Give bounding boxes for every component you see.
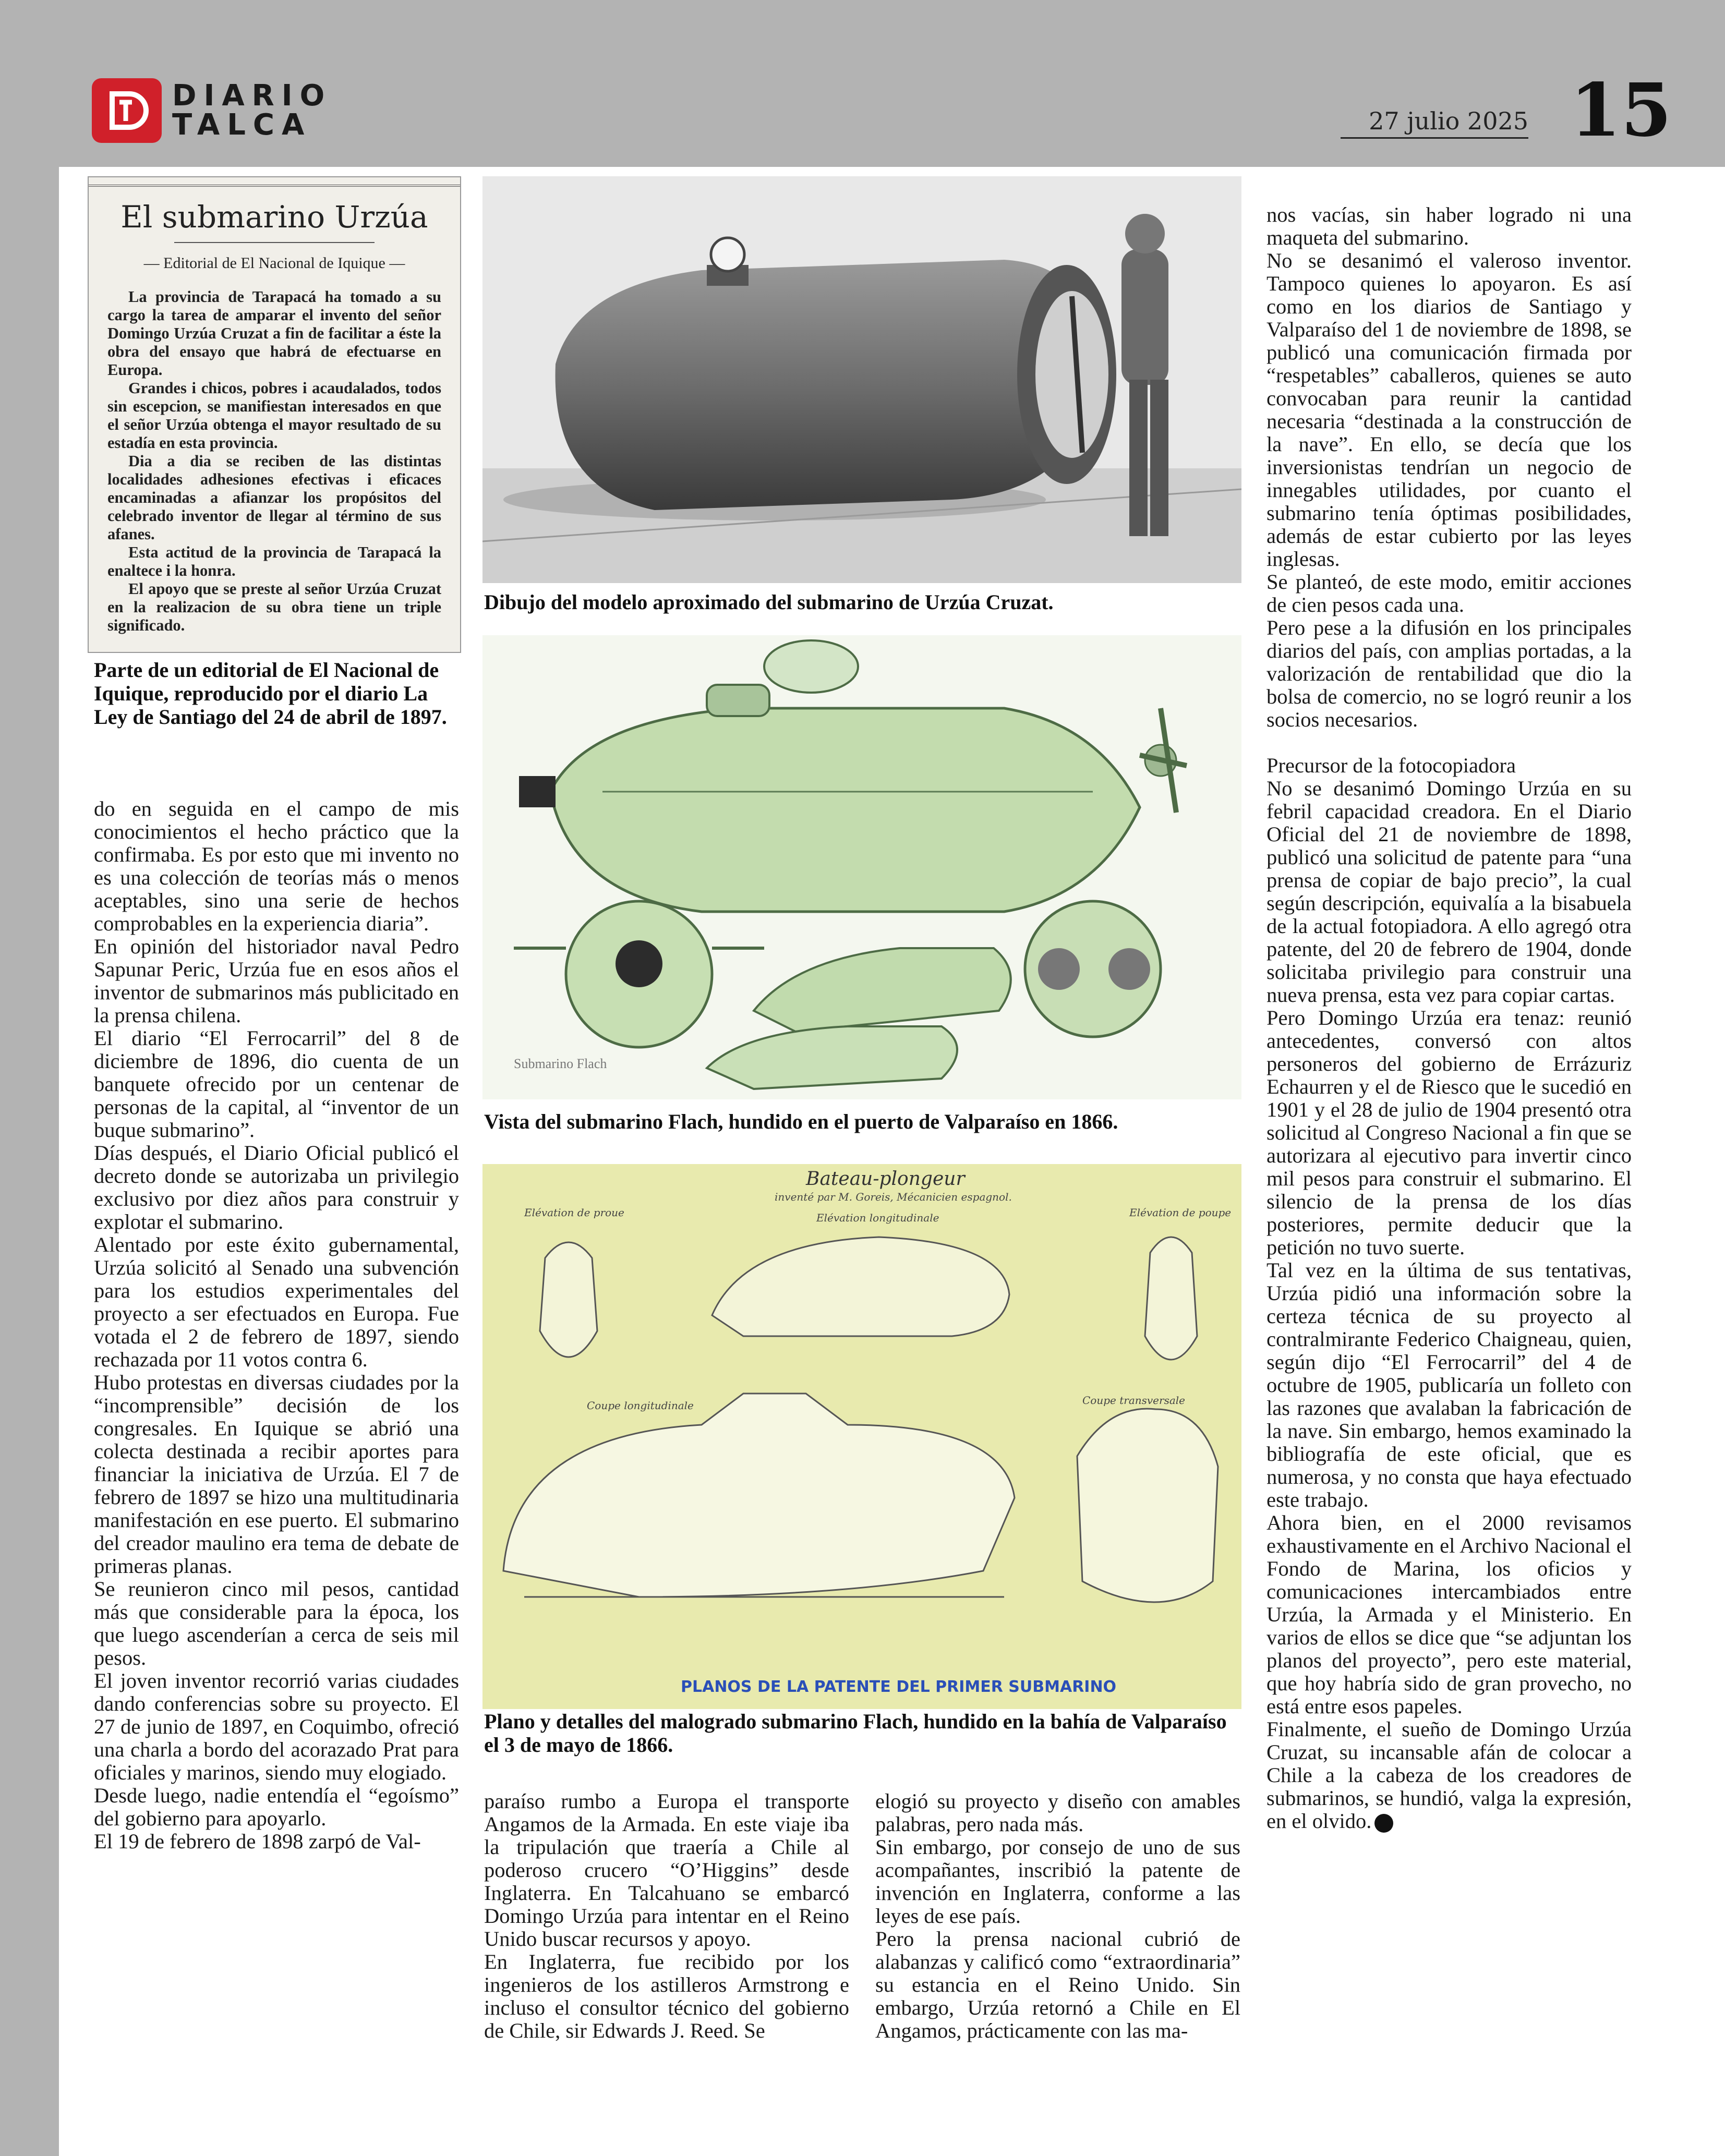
article-paragraph: Sin embargo, por consejo de uno de sus acompañantes, inscribió la patente de invención en Inglaterra, conforme a las leyes de ese país. — [875, 1835, 1240, 1928]
article-paragraph: El 19 de febrero de 1898 zarpó de Val- — [94, 1830, 421, 1853]
clipping-body — [107, 288, 441, 635]
clipping-caption: Parte de un editorial de El Nacional de Iquique, reproducido por el diario La Ley de Santiago del 24 de abril de 1897. — [94, 658, 447, 729]
clipping-subtitle: — Editorial de El Nacional de Iquique — — [143, 255, 405, 272]
end-of-article-icon — [1374, 1814, 1393, 1833]
article-paragraph: Desde luego, nadie entendía el “egoísmo” del gobierno para apoyarlo. — [94, 1784, 459, 1830]
submarine-sketch-image — [482, 176, 1241, 583]
article-paragraph: No se desanimó el valeroso inventor. Tampoco quienes lo apoyaron. Es así como en los diarios de Santiago y Valparaíso del 1 de noviembre de 1898, se publicó una comunicación firmada por “respetables” caballeros, quienes se auto convocaban para reunir la cantidad necesaria “destinada a la construcción de la nave”. En ello, se decía que los inversionistas tendrían un negocio de innegables utilidades, por cuanto el submarino tenía óptimas posibilidades, además de estar cubierto por las leyes inglesas. — [1266, 249, 1632, 571]
plans-banner: PLANOS DE LA PATENTE DEL PRIMER SUBMARINO — [681, 1678, 1117, 1696]
article-paragraph: Pero pese a la difusión en los principales diarios del país, con amplias portadas, a la valorización de rentabilidad que dio la bolsa de comercio, no se logró reunir a los socios necesarios. — [1266, 616, 1632, 731]
article-paragraph: elogió su proyecto y diseño con amables palabras, pero nada más. — [875, 1789, 1240, 1836]
figure-3-caption: Plano y detalles del malogrado submarino Flach, hundido en la bahía de Valparaíso el 3 de mayo de 1866. — [484, 1710, 1227, 1757]
article-column-3 — [875, 1790, 1240, 2042]
article-paragraph: Se reunieron cinco mil pesos, cantidad más que considerable para la época, los que luego ascenderían a cerca de seis mil pesos. — [94, 1577, 459, 1669]
flach-submarine-views-image — [482, 635, 1241, 1099]
plans-title: Bateau-plongeur — [806, 1168, 965, 1190]
article-paragraph: Alentado por este éxito gubernamental, Urzúa solicitó al Senado una subvención para los estudios experimentales del proyecto a ser efectuados en Europa. Fue votada el 2 de febrero de 1897, siendo rechazada por 11 votos contra 6. — [94, 1233, 459, 1371]
article-paragraph: No se desanimó Domingo Urzúa en su febril capacidad creadora. En el Diario Oficial del 21 de noviembre de 1898, publicó una solicitud de patente para “una prensa de copiar de bajo precio”, la cual según descripción, equivalía a la bisabuela de la actual fotopiadora. A ello agregó otra patente, del 20 de febrero de 1904, donde solicitaba privilegio para construir una nueva prensa, esta vez para copiar cartas. — [1266, 777, 1632, 1007]
article-paragraph: Se planteó, de este modo, emitir acciones de cien pesos cada una. — [1266, 570, 1632, 616]
clipping-paragraph: El apoyo que se preste al señor Urzúa Cruzat en la realizacion de su obra tiene un triple significado. — [107, 580, 441, 634]
page-number: 15 — [1570, 68, 1672, 153]
final-text: Finalmente, el sueño de Domingo Urzúa Cruzat, su incansable afán de colocar a Chile a la cabeza de los creadores de submarinos, se hundió, valga la expresión, en el olvido. — [1266, 1717, 1632, 1833]
section-subheading: Precursor de la fotocopiadora — [1266, 754, 1516, 777]
figure-2-caption: Vista del submarino Flach, hundido en el puerto de Valparaíso en 1866. — [484, 1110, 1118, 1133]
clipping-paragraph: Grandes i chicos, pobres i acaudalados, todos sin escepcion, se manifiestan interesados en que el señor Urzúa obtenga el mayor resultado de su estadía en esta provincia. — [107, 379, 441, 452]
article-column-1 — [94, 797, 459, 1853]
article-paragraph: Hubo protestas en diversas ciudades por la “incomprensible” decisión de los congresales. En Iquique se abrió una colecta destinada a recibir aportes para financiar la iniciativa de Urzúa. El 7 de febrero de 1897 se hizo una multitudinaria manifestación en ese puerto. El submarino del creador maulino era tema de debate de primeras planas. — [94, 1371, 459, 1578]
article-column-4 — [1266, 203, 1632, 1833]
article-paragraph: En Inglaterra, fue recibido por los ingenieros de los astilleros Armstrong e incluso el consultor técnico del gobierno de Chile, sir Edwards J. Reed. Se — [484, 1950, 849, 2042]
article-paragraph: Pero la prensa nacional cubrió de alabanzas y calificó como “extraordinaria” su estancia en el Reino Unido. Sin embargo, Urzúa retornó a Chile en El Angamos, prácticamente con las ma- — [875, 1927, 1240, 2042]
clipping-paragraph: Dia a dia se reciben de las distintas localidades adhesiones efectivas i eficaces encaminadas a afianzar los propósitos del celebrado inventor de llegar al término de sus afanes. — [107, 452, 441, 543]
plans-label: Elévation de poupe — [1129, 1206, 1232, 1219]
article-paragraph: El diario “El Ferrocarril” del 8 de diciembre de 1896, dio cuenta de un banquete ofrecido por un centenar de personas de la capital, al “inventor de un buque submarino”. — [94, 1026, 459, 1142]
diario-talca-logo-icon — [92, 78, 162, 143]
article-paragraph: paraíso rumbo a Europa el transporte Angamos de la Armada. En este viaje iba la tripulación que traería a Chile al poderoso crucero “O’Higgins” desde Inglaterra. En Talcahuano se embarcó Domingo Urzúa para intentar en el Reino Unido buscar recursos y apoyo. — [484, 1789, 849, 1951]
patent-plans-image — [482, 1164, 1241, 1709]
editorial-clipping — [88, 176, 461, 653]
plans-label: Coupe longitudinale — [587, 1399, 694, 1412]
figure-1-caption: Dibujo del modelo aproximado del submarino de Urzúa Cruzat. — [484, 590, 1054, 614]
figure-2-label: Submarino Flach — [514, 1056, 607, 1071]
clipping-title: El submarino Urzúa — [120, 199, 428, 235]
article-paragraph: El joven inventor recorrió varias ciudades dando conferencias sobre su proyecto. El 27 de junio de 1897, en Coquimbo, ofreció una charla a bordo del acorazado Prat para oficiales y marinos, siendo muy elogiado. — [94, 1669, 459, 1784]
article-final-paragraph — [1266, 1718, 1632, 1833]
plans-label: Coupe transversale — [1082, 1394, 1186, 1407]
article-paragraph: Ahora bien, en el 2000 revisamos exhaustivamente en el Archivo Nacional el Fondo de Marina, los oficios y comunicaciones intercambiados entre Urzúa, la Armada y el Ministerio. En varios de ellos se dice que “se adjuntan los planos del proyecto”, pero este material, que hoy habría sido de gran provecho, no está entre esos papeles. — [1266, 1511, 1632, 1718]
article-paragraph: Días después, el Diario Oficial publicó el decreto donde se autorizaba un privilegio exclusivo por diez años para construir y explotar el submarino. — [94, 1141, 459, 1233]
article-paragraph: En opinión del historiador naval Pedro Sapunar Peric, Urzúa fue en esos años el inventor de submarinos más publicitado en la prensa chilena. — [94, 935, 459, 1027]
article-paragraph: do en seguida en el campo de mis conocimientos el hecho práctico que la confirmaba. Es por esto que mi invento no es una colección de teorías más o menos aceptables, sino una serie de hechos comprobables en la experiencia diaria”. — [94, 797, 459, 935]
issue-date: 27 julio 2025 — [1341, 107, 1528, 139]
article-paragraph: Pero Domingo Urzúa era tenaz: reunió antecedentes, conversó con altos personeros del gobierno de Errázuriz Echaurren y el de Riesco que le sucedió en 1901 y el 28 de julio de 1904 presentó otra solicitud al Congreso Nacional a fin que se autorizara al ejecutivo para invertir cinco mil pesos para construir el submarino. El silencio de la prensa de los días posteriores, permite deducir que la petición no tuvo suerte. — [1266, 1006, 1632, 1259]
clipping-paragraph: Esta actitud de la provincia de Tarapacá la enaltece i la honra. — [107, 543, 441, 579]
clipping-paragraph: La provincia de Tarapacá ha tomado a su cargo la tarea de amparar el invento del señor Domingo Urzúa Cruzat a fin de facilitar a éste la obra del ensayo que habrá de efectuarse en Europa. — [107, 288, 441, 379]
brand-logo — [92, 78, 332, 143]
article-paragraph: nos vacías, sin haber logrado ni una maqueta del submarino. — [1266, 203, 1632, 249]
brand-line-2: TALCA — [172, 108, 312, 142]
brand-line-1: DIARIO — [172, 79, 332, 113]
plans-label: Elévation de proue — [524, 1206, 624, 1219]
article-column-2 — [484, 1790, 849, 2042]
plans-subtitle: inventé par M. Goreis, Mécanicien espagnol. — [775, 1191, 1012, 1203]
article-paragraph: Tal vez en la última de sus tentativas, Urzúa pidió una información sobre la certeza técnica de su proyecto al contralmirante Federico Chaigneau, quien, según dijo “El Ferrocarril” del 4 de octubre de 1905, publicaría un folleto con las razones que avalaban la fabricación de la nave. Sin embargo, hemos examinado la bibliografía de este oficial, que es numerosa, y no consta que haya efectuado este trabajo. — [1266, 1258, 1632, 1511]
plans-label: Elévation longitudinale — [816, 1212, 939, 1224]
